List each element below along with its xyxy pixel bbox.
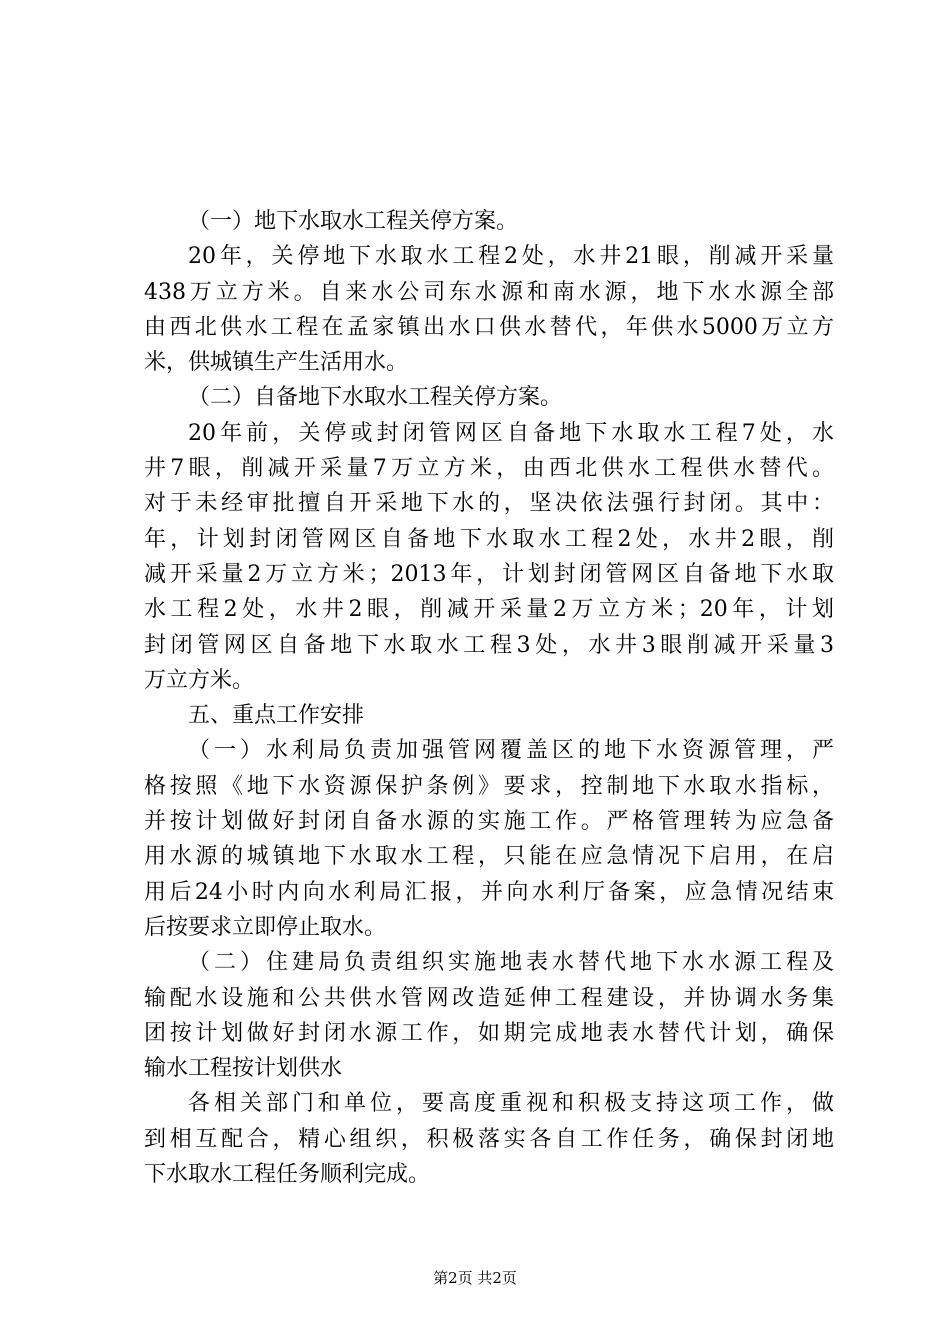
paragraph-line: 到相互配合，精心组织，积极落实各自工作任务，确保封闭地 bbox=[144, 1126, 834, 1152]
section-heading-2: （二）自备地下水取水工程关停方案。 bbox=[188, 385, 563, 411]
paragraph-line: 各相关部门和单位，要高度重视和积极支持这项工作，做 bbox=[188, 1091, 834, 1117]
paragraph-line: 用后24小时内向水利局汇报，并向水利厅备案，应急情况结束 bbox=[144, 879, 834, 905]
paragraph-line: 年，计划封闭管网区自备地下水取水工程2处，水井2眼，削 bbox=[144, 526, 834, 552]
paragraph-line: 用水源的城镇地下水取水工程，只能在应急情况下启用，在启 bbox=[144, 844, 834, 870]
section-heading-5: 五、重点工作安排 bbox=[188, 703, 365, 729]
section-heading-1: （一）地下水取水工程关停方案。 bbox=[188, 209, 519, 234]
paragraph-line: 输水工程按计划供水 bbox=[144, 1056, 343, 1082]
paragraph-line: 后按要求立即停止取水。 bbox=[144, 914, 387, 940]
paragraph-line: 20年，关停地下水取水工程2处，水井21眼，削减开采量 bbox=[188, 244, 834, 270]
paragraph-line: 万立方米。 bbox=[144, 667, 255, 693]
paragraph-line: 20年前，关停或封闭管网区自备地下水取水工程7处，水 bbox=[188, 420, 834, 446]
page-footer bbox=[0, 1268, 950, 1288]
paragraph-line: 输配水设施和公共供水管网改造延伸工程建设，并协调水务集 bbox=[144, 985, 834, 1011]
paragraph-line: 由西北供水工程在孟家镇出水口供水替代，年供水5000万立方 bbox=[144, 314, 834, 340]
paragraph-line: 减开采量2万立方米；2013年，计划封闭管网区自备地下水取 bbox=[144, 561, 834, 587]
paragraph-line: （一）水利局负责加强管网覆盖区的地下水资源管理，严 bbox=[188, 738, 834, 764]
page-number: 第2页 共2页 bbox=[433, 1269, 517, 1287]
paragraph-line: 并按计划做好封闭自备水源的实施工作。严格管理转为应急备 bbox=[144, 809, 834, 835]
paragraph-line: 团按计划做好封闭水源工作，如期完成地表水替代计划，确保 bbox=[144, 1020, 834, 1046]
paragraph-line: 井7眼，削减开采量7万立方米，由西北供水工程供水替代。 bbox=[144, 456, 834, 482]
paragraph-line: 米，供城镇生产生活用水。 bbox=[144, 350, 409, 376]
document-body bbox=[144, 204, 834, 1192]
paragraph-line: 下水取水工程任务顺利完成。 bbox=[144, 1162, 431, 1188]
paragraph-line: 对于未经审批擅自开采地下水的，坚决依法强行封闭。其中： bbox=[144, 491, 834, 517]
paragraph-line: 格按照《地下水资源保护条例》要求，控制地下水取水指标， bbox=[144, 773, 834, 799]
paragraph-line: 封闭管网区自备地下水取水工程3处，水井3眼削减开采量3 bbox=[144, 632, 834, 658]
paragraph-line: （二）住建局负责组织实施地表水替代地下水水源工程及 bbox=[188, 950, 834, 976]
paragraph-line: 水工程2处，水井2眼，削减开采量2万立方米；20年，计划 bbox=[144, 597, 834, 623]
paragraph-line: 438万立方米。自来水公司东水源和南水源，地下水水源全部 bbox=[144, 279, 834, 305]
